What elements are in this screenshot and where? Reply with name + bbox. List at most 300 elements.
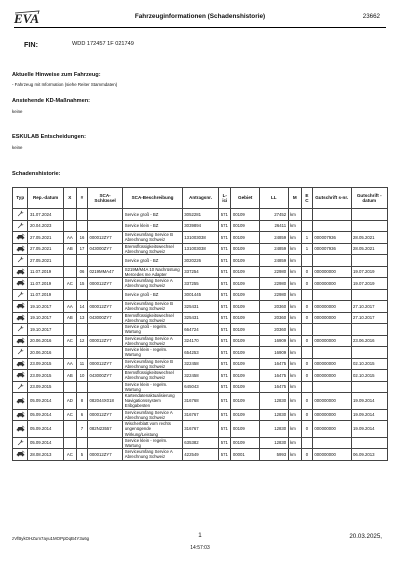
nr-cell: [76, 220, 87, 232]
lici-cell: 571: [219, 209, 231, 221]
ec-cell: 0: [301, 301, 312, 313]
sca-beschreibung-cell: Bremsflüssigkeitswechsel Abrechnung Schweiz: [123, 312, 183, 324]
x-cell: [63, 255, 76, 267]
gutschrift-nr-cell: 000000000: [312, 409, 351, 421]
typ-cell: [13, 347, 28, 359]
sca-beschreibung-cell: Serviceumfang Service A Abrechnung Schweiz: [123, 278, 183, 290]
sca-beschreibung-cell: Service klein - regelm. Wartung: [123, 381, 183, 393]
ec-cell: 0: [301, 393, 312, 410]
nr-cell: [76, 381, 87, 393]
nr-cell: 14: [76, 301, 87, 313]
gutschrift-nr-cell: 000000000: [312, 278, 351, 290]
table-row: [13, 301, 388, 313]
print-time: 14:57:03: [190, 545, 210, 551]
gebiet-cell: 00109: [231, 220, 260, 232]
nr-cell: 8: [76, 393, 87, 410]
gutschrift-nr-cell: 000000000: [312, 449, 351, 461]
car-icon: [16, 363, 25, 368]
rep-datum-cell: 11.07.2019: [28, 289, 63, 301]
ec-cell: [301, 289, 312, 301]
gutschrift-datum-cell: 28.05.2021: [351, 232, 388, 244]
lici-cell: 571: [219, 289, 231, 301]
x-cell: AD: [63, 393, 76, 410]
sca-beschreibung-cell: Serviceumfang Service A Abrechnung Schweiz: [123, 449, 183, 461]
hinweise-title: Aktuelle Hinweise zum Fahrzeug:: [12, 72, 101, 78]
ll-cell: 16909: [259, 347, 288, 359]
m-cell: km: [288, 266, 301, 278]
x-cell: [63, 347, 76, 359]
wrench-icon: [17, 294, 24, 299]
sca-schluessel-cell: 082044X018: [87, 393, 122, 410]
typ-cell: [13, 243, 28, 255]
sca-beschreibung-cell: Serviceumfang Service A Abrechnung Schweiz: [123, 409, 183, 421]
sca-schluessel-cell: [87, 324, 122, 336]
gutschrift-nr-cell: 000000000: [312, 393, 351, 410]
gebiet-cell: 00109: [231, 312, 260, 324]
car-icon: [16, 428, 25, 433]
m-cell: km: [288, 381, 301, 393]
typ-cell: [13, 266, 28, 278]
ll-cell: 16475: [259, 381, 288, 393]
rep-datum-cell: 05.09.2014: [28, 409, 63, 421]
typ-cell: [13, 381, 28, 393]
ll-cell: 12830: [259, 437, 288, 449]
rep-datum-cell: 31.07.2024: [28, 209, 63, 221]
nr-cell: 12: [76, 335, 87, 347]
page-number: 1: [198, 532, 202, 539]
table-row: [13, 324, 388, 336]
lici-cell: 571: [219, 243, 231, 255]
nr-cell: [76, 289, 87, 301]
gutschrift-datum-cell: [351, 381, 388, 393]
sca-schluessel-cell: 000012ZY7: [87, 232, 122, 244]
rep-datum-cell: 20.06.2016: [28, 335, 63, 347]
rep-datum-cell: 05.09.2014: [28, 393, 63, 410]
rep-datum-cell: 19.10.2017: [28, 312, 63, 324]
ec-cell: 0: [301, 312, 312, 324]
table-row: [13, 409, 388, 421]
gebiet-cell: 00109: [231, 324, 260, 336]
ll-cell: 24859: [259, 232, 288, 244]
antragsnr-cell: 131003038: [182, 232, 218, 244]
lici-cell: 571: [219, 266, 231, 278]
gutschrift-datum-cell: [351, 437, 388, 449]
gutschrift-datum-cell: 06.09.2013: [351, 449, 388, 461]
sca-beschreibung-cell: Service groß - BZ: [123, 289, 183, 301]
gutschrift-nr-cell: 000000000: [312, 266, 351, 278]
antragsnr-cell: 325431: [182, 301, 218, 313]
gebiet-cell: 00109: [231, 421, 260, 438]
gebiet-cell: 00109: [231, 232, 260, 244]
typ-cell: [13, 370, 28, 382]
col-header-typ: Typ: [13, 188, 28, 209]
rep-datum-cell: 19.10.2017: [28, 301, 63, 313]
table-row: [13, 220, 388, 232]
rep-datum-cell: 27.05.2021: [28, 255, 63, 267]
col-header-lici: L-ici: [219, 188, 231, 209]
gebiet-cell: 00109: [231, 266, 260, 278]
m-cell: km: [288, 209, 301, 221]
ll-cell: 26411: [259, 220, 288, 232]
antragsnr-cell: 322458: [182, 370, 218, 382]
gutschrift-nr-cell: [312, 437, 351, 449]
gebiet-cell: 00109: [231, 278, 260, 290]
wrench-icon: [17, 328, 24, 333]
rep-datum-cell: 27.05.2021: [28, 243, 63, 255]
sca-beschreibung-cell: Service groß - BZ: [123, 255, 183, 267]
ec-cell: 0: [301, 370, 312, 382]
x-cell: [63, 324, 76, 336]
lici-cell: 571: [219, 255, 231, 267]
table-row: [13, 449, 388, 461]
ll-cell: 22980: [259, 278, 288, 290]
ec-cell: 0: [301, 449, 312, 461]
wrench-icon: [17, 259, 24, 264]
ec-cell: [301, 381, 312, 393]
antragsnr-cell: 324170: [182, 335, 218, 347]
ll-cell: 20360: [259, 324, 288, 336]
wrench-icon: [17, 351, 24, 356]
typ-cell: [13, 358, 28, 370]
sca-beschreibung-cell: Service klein - regelm. Wartung: [123, 437, 183, 449]
sca-beschreibung-cell: Service groß - regelm. Wartung: [123, 324, 183, 336]
gebiet-cell: 00109: [231, 301, 260, 313]
table-row: [13, 335, 388, 347]
m-cell: km: [288, 243, 301, 255]
lici-cell: 571: [219, 437, 231, 449]
gutschrift-nr-cell: 000000000: [312, 312, 351, 324]
antragsnr-cell: 337254: [182, 266, 218, 278]
gutschrift-nr-cell: 000000000: [312, 335, 351, 347]
antragsnr-cell: 337255: [182, 278, 218, 290]
sca-schluessel-cell: [87, 220, 122, 232]
car-icon: [16, 236, 25, 241]
gutschrift-datum-cell: [351, 324, 388, 336]
table-row: [13, 370, 388, 382]
sca-beschreibung-cell: Serviceumfang Service A Abrechnung Schweiz: [123, 335, 183, 347]
rep-datum-cell: 11.07.2019: [28, 278, 63, 290]
ll-cell: 16475: [259, 358, 288, 370]
nr-cell: 16: [76, 232, 87, 244]
lici-cell: 571: [219, 347, 231, 359]
ec-cell: 0: [301, 266, 312, 278]
ll-cell: 22980: [259, 266, 288, 278]
sca-schluessel-cell: 043000ZY7: [87, 370, 122, 382]
ll-cell: 20360: [259, 312, 288, 324]
lici-cell: 571: [219, 324, 231, 336]
m-cell: km: [288, 409, 301, 421]
history-header-row: [13, 188, 388, 209]
lici-cell: 571: [219, 421, 231, 438]
rep-datum-cell: 20.04.2023: [28, 220, 63, 232]
col-header-sca-beschreibung: SCA-Beschreibung: [123, 188, 183, 209]
col-header-rep-datum: Rep.-datum: [28, 188, 63, 209]
table-row: [13, 393, 388, 410]
document-number: 23662: [362, 13, 380, 20]
ll-cell: 5993: [259, 449, 288, 461]
col-header-ec: E C: [301, 188, 312, 209]
gutschrift-datum-cell: 02.10.2015: [351, 358, 388, 370]
nr-cell: [76, 255, 87, 267]
ec-cell: 0: [301, 421, 312, 438]
rep-datum-cell: 11.07.2019: [28, 266, 63, 278]
gutschrift-nr-cell: 000007936: [312, 243, 351, 255]
antragsnr-cell: 635382: [182, 437, 218, 449]
car-icon: [16, 414, 25, 419]
sca-schluessel-cell: [87, 437, 122, 449]
sca-schluessel-cell: [87, 255, 122, 267]
x-cell: AB: [63, 312, 76, 324]
table-row: [13, 347, 388, 359]
sca-beschreibung-cell: Kartendatenaktualisierung Navigationssystem Eribgabesten: [123, 393, 183, 410]
m-cell: km: [288, 393, 301, 410]
antragsnr-cell: 316767: [182, 421, 218, 438]
m-cell: km: [288, 347, 301, 359]
sca-schluessel-cell: [87, 209, 122, 221]
history-table: [12, 187, 388, 461]
eskulab-text: keine: [12, 145, 23, 150]
typ-cell: [13, 278, 28, 290]
x-cell: AC: [63, 335, 76, 347]
typ-cell: [13, 437, 28, 449]
lici-cell: 571: [219, 335, 231, 347]
rep-datum-cell: 23.09.2015: [28, 358, 63, 370]
sca-schluessel-cell: [87, 381, 122, 393]
gutschrift-nr-cell: [312, 347, 351, 359]
nr-cell: 06: [76, 266, 87, 278]
sca-schluessel-cell: 0219MMA47: [87, 266, 122, 278]
x-cell: AA: [63, 232, 76, 244]
nr-cell: [76, 347, 87, 359]
x-cell: [63, 220, 76, 232]
antragsnr-cell: 131003038: [182, 243, 218, 255]
lici-cell: 571: [219, 393, 231, 410]
nr-cell: [76, 209, 87, 221]
gutschrift-datum-cell: 23.06.2016: [351, 335, 388, 347]
col-header-antragsnr: Antragsnr.: [182, 188, 218, 209]
gutschrift-datum-cell: 02.10.2015: [351, 370, 388, 382]
m-cell: km: [288, 255, 301, 267]
ec-cell: 0: [301, 358, 312, 370]
rep-datum-cell: 20.06.2016: [28, 347, 63, 359]
m-cell: km: [288, 370, 301, 382]
m-cell: km: [288, 312, 301, 324]
ec-cell: 1: [301, 232, 312, 244]
gutschrift-datum-cell: 19.09.2014: [351, 393, 388, 410]
ll-cell: 16475: [259, 370, 288, 382]
x-cell: [63, 289, 76, 301]
col-header-gutschrift-nr: Gutschrift s-nr.: [312, 188, 351, 209]
gebiet-cell: 00109: [231, 255, 260, 267]
gebiet-cell: 00109: [231, 437, 260, 449]
x-cell: AB: [63, 243, 76, 255]
gebiet-cell: 00109: [231, 358, 260, 370]
ll-cell: 20360: [259, 301, 288, 313]
car-icon: [16, 374, 25, 379]
ec-cell: 0: [301, 409, 312, 421]
ll-cell: 12830: [259, 393, 288, 410]
sca-beschreibung-cell: Wischerblatt vorn rechts ungenügende Wirkung/Leistung: [123, 421, 183, 438]
x-cell: [63, 421, 76, 438]
table-row: [13, 289, 388, 301]
typ-cell: [13, 312, 28, 324]
sca-beschreibung-cell: Serviceumfang Service B Abrechnung Schweiz: [123, 358, 183, 370]
nr-cell: 10: [76, 370, 87, 382]
antragsnr-cell: 3052281: [182, 209, 218, 221]
table-row: [13, 209, 388, 221]
nr-cell: 17: [76, 243, 87, 255]
sca-beschreibung-cell: Serviceumfang Service B Abrechnung Schweiz: [123, 232, 183, 244]
ll-cell: 12830: [259, 409, 288, 421]
antragsnr-cell: 645043: [182, 381, 218, 393]
ec-cell: [301, 255, 312, 267]
gutschrift-nr-cell: [312, 255, 351, 267]
gutschrift-datum-cell: 19.07.2019: [351, 266, 388, 278]
antragsnr-cell: 3001445: [182, 289, 218, 301]
car-icon: [16, 282, 25, 287]
rep-datum-cell: 23.09.2015: [28, 370, 63, 382]
eskulab-title: ESKULAB Entscheidungen:: [12, 134, 86, 140]
lici-cell: 571: [219, 358, 231, 370]
lici-cell: 571: [219, 301, 231, 313]
sca-beschreibung-cell: Service klein - regelm. Wartung: [123, 347, 183, 359]
kd-title: Anstehende KD-Maßnahmen:: [12, 98, 91, 104]
m-cell: km: [288, 437, 301, 449]
m-cell: km: [288, 358, 301, 370]
sca-schluessel-cell: 082N23557: [87, 421, 122, 438]
ll-cell: 24859: [259, 243, 288, 255]
gutschrift-datum-cell: 27.10.2017: [351, 312, 388, 324]
fin-value: WDD 172457 1F 021749: [72, 41, 134, 47]
car-icon: [16, 271, 25, 276]
header-divider: [14, 27, 386, 28]
gebiet-cell: 00109: [231, 347, 260, 359]
page-title: Fahrzeuginformationen (Schadenshistorie): [134, 13, 266, 20]
x-cell: AC: [63, 409, 76, 421]
kd-text: keine: [12, 109, 23, 114]
antragsnr-cell: 654253: [182, 347, 218, 359]
sca-schluessel-cell: 000012ZY7: [87, 449, 122, 461]
gutschrift-datum-cell: 27.10.2017: [351, 301, 388, 313]
sca-schluessel-cell: 000012ZY7: [87, 358, 122, 370]
sca-beschreibung-cell: Bremsflüssigkeitswechsel Abrechnung Schweiz: [123, 243, 183, 255]
gutschrift-datum-cell: [351, 209, 388, 221]
col-header-gebiet: Gebiet: [231, 188, 260, 209]
sca-schluessel-cell: 000012ZY7: [87, 278, 122, 290]
x-cell: AA: [63, 358, 76, 370]
rep-datum-cell: 19.10.2017: [28, 324, 63, 336]
car-icon: [16, 453, 25, 458]
sca-beschreibung-cell: Service groß - BZ: [123, 209, 183, 221]
wrench-icon: [17, 386, 24, 391]
typ-cell: [13, 255, 28, 267]
fin-label: FIN:: [24, 40, 38, 49]
rep-datum-cell: 27.05.2021: [28, 232, 63, 244]
lici-cell: 571: [219, 449, 231, 461]
nr-cell: 11: [76, 358, 87, 370]
table-row: [13, 312, 388, 324]
car-icon: [16, 400, 25, 405]
table-row: [13, 278, 388, 290]
ec-cell: 1: [301, 243, 312, 255]
gutschrift-nr-cell: 000000000: [312, 301, 351, 313]
sca-schluessel-cell: [87, 347, 122, 359]
antragsnr-cell: 325431: [182, 312, 218, 324]
sca-schluessel-cell: 000012ZY7: [87, 409, 122, 421]
lici-cell: 571: [219, 370, 231, 382]
gebiet-cell: 00109: [231, 209, 260, 221]
gutschrift-datum-cell: [351, 220, 388, 232]
antragsnr-cell: 322458: [182, 358, 218, 370]
rep-datum-cell: 05.09.2014: [28, 437, 63, 449]
table-row: [13, 255, 388, 267]
sca-schluessel-cell: 043000ZY7: [87, 243, 122, 255]
logo-text: EVA: [14, 11, 40, 26]
table-row: [13, 232, 388, 244]
nr-cell: 13: [76, 312, 87, 324]
table-row: [13, 358, 388, 370]
antragsnr-cell: 664724: [182, 324, 218, 336]
x-cell: AC: [63, 278, 76, 290]
typ-cell: [13, 324, 28, 336]
x-cell: AB: [63, 370, 76, 382]
gutschrift-datum-cell: 19.09.2014: [351, 409, 388, 421]
gutschrift-nr-cell: 000000000: [312, 358, 351, 370]
typ-cell: [13, 289, 28, 301]
x-cell: AC: [63, 449, 76, 461]
m-cell: km: [288, 278, 301, 290]
antragsnr-cell: 316767: [182, 409, 218, 421]
history-title: Schadenshistorie:: [12, 171, 61, 177]
typ-cell: [13, 209, 28, 221]
typ-cell: [13, 393, 28, 410]
lici-cell: 571: [219, 312, 231, 324]
ec-cell: [301, 437, 312, 449]
gutschrift-datum-cell: [351, 255, 388, 267]
typ-cell: [13, 220, 28, 232]
gebiet-cell: 00109: [231, 393, 260, 410]
ll-cell: 27452: [259, 209, 288, 221]
m-cell: km: [288, 335, 301, 347]
ll-cell: 24859: [259, 255, 288, 267]
gutschrift-datum-cell: [351, 289, 388, 301]
sca-schluessel-cell: 000012ZY7: [87, 335, 122, 347]
m-cell: km: [288, 232, 301, 244]
nr-cell: [76, 437, 87, 449]
col-header-ll: LL: [259, 188, 288, 209]
gutschrift-nr-cell: [312, 220, 351, 232]
sca-schluessel-cell: [87, 289, 122, 301]
table-row: [13, 437, 388, 449]
m-cell: km: [288, 220, 301, 232]
table-row: [13, 266, 388, 278]
gebiet-cell: 00001: [231, 449, 260, 461]
lici-cell: 571: [219, 409, 231, 421]
lici-cell: 571: [219, 381, 231, 393]
ec-cell: [301, 347, 312, 359]
rep-datum-cell: 28.08.2013: [28, 449, 63, 461]
rep-datum-cell: 05.09.2014: [28, 421, 63, 438]
typ-cell: [13, 335, 28, 347]
col-header-sca-schluessel: SCA-Schlüssel: [87, 188, 122, 209]
gutschrift-nr-cell: 000007936: [312, 232, 351, 244]
ll-cell: 16909: [259, 335, 288, 347]
gutschrift-datum-cell: 28.05.2021: [351, 243, 388, 255]
hinweise-text: - Fahrzeug mit Information (siehe Reiter Stammdaten): [12, 82, 118, 87]
typ-cell: [13, 232, 28, 244]
wrench-icon: [17, 225, 24, 230]
car-icon: [16, 248, 25, 253]
